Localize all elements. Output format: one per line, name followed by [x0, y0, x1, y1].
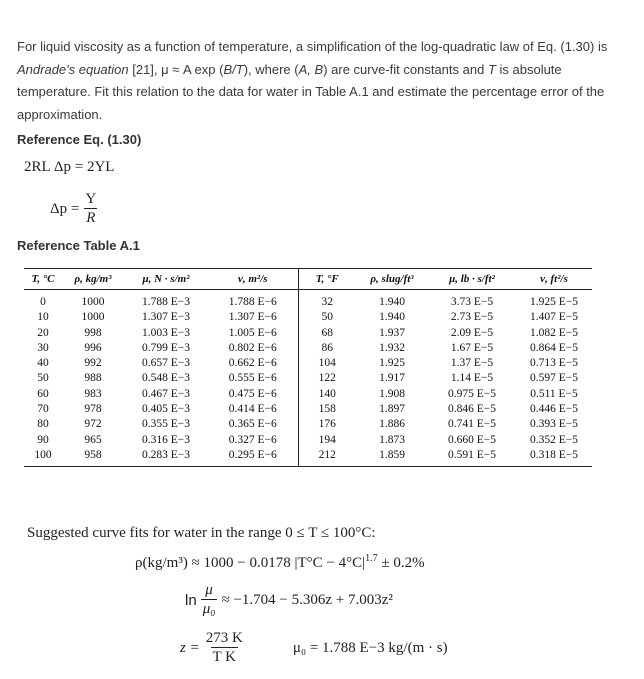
table-row [24, 402, 592, 417]
problem-statement [17, 36, 617, 126]
table-cell: 3.73 E−5 [450, 296, 494, 308]
equation-2-lhs: Δp = [50, 200, 80, 217]
table-row [24, 417, 592, 432]
rho-fit-tail: ± 0.2% [377, 555, 425, 571]
table-cell: 1.407 E−5 [529, 311, 578, 324]
table-cell: 0.591 E−5 [428, 448, 516, 467]
col-header: ρ, kg/m³ [62, 269, 124, 290]
problem-t: T [487, 61, 496, 77]
table-cell: 988 [84, 372, 102, 385]
table-cell: 158 [298, 402, 356, 417]
col-header: ν, m²/s [208, 269, 298, 290]
table-cell: 50 [37, 372, 49, 385]
table-row [24, 356, 592, 371]
table-cell: 0.414 E−6 [228, 403, 277, 416]
table-cell: 1.925 [379, 357, 405, 370]
table-cell: 70 [37, 403, 49, 416]
rho-fit-main: ρ(kg/m³) ≈ 1000 − 0.0178 |T°C − 4°C| [135, 555, 366, 571]
table-cell: 958 [62, 448, 124, 467]
z-denominator: T K [212, 649, 236, 665]
problem-text-1: For liquid viscosity as a function of temperature, a simplification of the log-quadratic law of Eq. (1.30) is [17, 39, 608, 54]
table-cell: 1.917 [379, 372, 405, 385]
table-row [24, 341, 592, 356]
col-header: μ, lb · s/ft² [428, 269, 516, 290]
table-cell: 978 [84, 403, 102, 416]
fraction-y-r [83, 191, 98, 227]
fits-intro: Suggested curve fits for water in the range 0 ≤ T ≤ 100°C: [27, 525, 376, 541]
table-cell: 194 [298, 433, 356, 448]
table-cell: 1.082 E−5 [529, 326, 578, 339]
table-cell: 1.940 [379, 311, 405, 324]
table-cell: 100 [24, 448, 62, 467]
table-cell: 1.940 [379, 296, 405, 308]
table-row [24, 290, 592, 311]
col-header: μ, N · s/m² [124, 269, 208, 290]
problem-bt: B/T [223, 61, 244, 77]
rho-fit-exponent: 1.7 [365, 553, 378, 564]
table-cell: 0.446 E−5 [529, 403, 578, 416]
table-cell: 0.405 E−3 [141, 403, 190, 416]
table-cell: 140 [298, 387, 356, 402]
mu-fit-ln: ln [185, 591, 197, 609]
table-cell: 1.937 [379, 326, 405, 339]
table-cell: 1.37 E−5 [450, 357, 494, 370]
table-cell: 0.511 E−5 [530, 387, 578, 400]
col-header: ν, ft²/s [516, 269, 592, 290]
table-cell: 1.307 E−6 [228, 311, 277, 324]
table-body [24, 290, 592, 467]
table-cell: 0.662 E−6 [228, 357, 277, 370]
table-cell: 50 [298, 310, 356, 325]
mu-ratio-denominator: μ₀ [202, 601, 216, 617]
table-cell: 0.318 E−5 [516, 448, 592, 467]
table-cell: 998 [84, 326, 102, 339]
z-lhs: z = [180, 639, 200, 656]
ref-table-heading: Reference Table A.1 [17, 238, 140, 253]
table-cell: 983 [84, 387, 102, 400]
z-definition [180, 630, 448, 666]
fraction-numerator: Y [85, 191, 97, 207]
table-cell: 1.67 E−5 [450, 341, 494, 354]
table-cell: 0.393 E−5 [529, 418, 578, 431]
fraction-denominator: R [86, 210, 96, 226]
table-cell: 60 [37, 387, 49, 400]
problem-text-3: ), where ( [243, 61, 299, 77]
problem-text-4: ) are curve-fit constants and [323, 61, 488, 77]
table-cell: 1.897 [379, 403, 405, 416]
table-cell: 1.003 E−3 [141, 326, 190, 339]
table-cell: 0.548 E−3 [141, 372, 190, 385]
table-cell: 0.352 E−5 [529, 433, 578, 446]
table-cell: 965 [84, 433, 102, 446]
table-cell: 1.873 [379, 433, 405, 446]
table-cell: 0.597 E−5 [529, 372, 578, 385]
table-row [24, 326, 592, 341]
problem-text-2: [21], μ ≈ A exp ( [128, 61, 224, 77]
mu-fit [185, 582, 393, 618]
table-cell: 0 [40, 296, 46, 308]
table-cell: 2.73 E−5 [450, 311, 494, 324]
table-cell: 0.316 E−3 [141, 433, 190, 446]
table-cell: 1.886 [379, 418, 405, 431]
problem-ab: A, B [298, 61, 324, 77]
table-cell: 0.355 E−3 [141, 418, 190, 431]
table-cell: 68 [298, 326, 356, 341]
table-cell: 0.802 E−6 [228, 341, 277, 354]
mu-ratio-fraction [201, 582, 218, 618]
table-cell: 992 [84, 357, 102, 370]
table-cell: 0.365 E−6 [228, 418, 277, 431]
ref-eq-heading: Reference Eq. (1.30) [17, 132, 142, 147]
col-header: T, °F [298, 269, 356, 290]
table-cell: 20 [37, 326, 49, 339]
table-cell: 122 [298, 371, 356, 386]
table-cell: 0.327 E−6 [228, 433, 277, 446]
table-cell: 0.657 E−3 [141, 357, 190, 370]
table-cell: 1.932 [379, 341, 405, 354]
table-cell: 0.555 E−6 [228, 372, 277, 385]
table-cell: 90 [37, 433, 49, 446]
table-cell: 1.859 [356, 448, 428, 467]
viscosity-table [24, 268, 592, 467]
table-cell: 0.864 E−5 [529, 341, 578, 354]
equation-1: 2RL Δp = 2YL [24, 159, 115, 175]
table-cell: 1.14 E−5 [450, 372, 494, 385]
col-header: T, °C [24, 269, 62, 290]
table-row [24, 310, 592, 325]
equation-2 [50, 191, 102, 227]
col-header: ρ, slug/ft³ [356, 269, 428, 290]
table-cell: 0.799 E−3 [141, 341, 190, 354]
z-fraction [204, 630, 245, 666]
table-cell: 0.975 E−5 [447, 387, 496, 400]
table-cell: 0.475 E−6 [228, 387, 277, 400]
table-cell: 32 [298, 290, 356, 311]
table-cell: 996 [84, 341, 102, 354]
table-cell: 40 [37, 357, 49, 370]
table-cell: 86 [298, 341, 356, 356]
table-cell: 1.307 E−3 [141, 311, 190, 324]
andrade-name: Andrade's equation [17, 61, 129, 77]
problem-text-5: is absolute temperature. Fit this relation to the data for water in Table A.1 and estimate the percentage error of the approximation. [17, 61, 605, 122]
table-cell: 0.467 E−3 [141, 387, 190, 400]
table-cell: 2.09 E−5 [450, 326, 494, 339]
table-cell: 1.908 [379, 387, 405, 400]
table-cell: 1.788 E−6 [228, 296, 277, 308]
table-cell: 0.283 E−3 [124, 448, 208, 467]
table-cell: 176 [298, 417, 356, 432]
table-cell: 30 [37, 341, 49, 354]
table-row [24, 448, 592, 467]
table-cell: 1000 [81, 296, 105, 308]
table-cell: 0.713 E−5 [529, 357, 578, 370]
table-row [24, 433, 592, 448]
table-cell: 0.295 E−6 [208, 448, 298, 467]
z-numerator: 273 K [205, 630, 243, 646]
viscosity-table-wrap [24, 268, 592, 467]
table-cell: 1000 [81, 311, 105, 324]
table-row [24, 387, 592, 402]
mu0-value: μ₀ = 1.788 E−3 kg/(m · s) [292, 639, 448, 656]
table-cell: 972 [84, 418, 102, 431]
rho-fit [135, 553, 425, 572]
table-cell: 104 [298, 356, 356, 371]
table-cell: 1.005 E−6 [228, 326, 277, 339]
table-cell: 10 [37, 311, 49, 324]
table-cell: 0.660 E−5 [447, 433, 496, 446]
table-cell: 1.788 E−3 [141, 296, 190, 308]
table-row [24, 371, 592, 386]
table-cell: 80 [37, 418, 49, 431]
table-header-row [24, 269, 592, 290]
mu-fit-rhs: ≈ −1.704 − 5.306z + 7.003z² [221, 591, 393, 608]
mu-ratio-numerator: μ [205, 582, 213, 598]
table-cell: 0.741 E−5 [447, 418, 496, 431]
table-cell: 1.925 E−5 [529, 296, 578, 308]
table-cell: 212 [298, 448, 356, 467]
table-cell: 0.846 E−5 [447, 403, 496, 416]
